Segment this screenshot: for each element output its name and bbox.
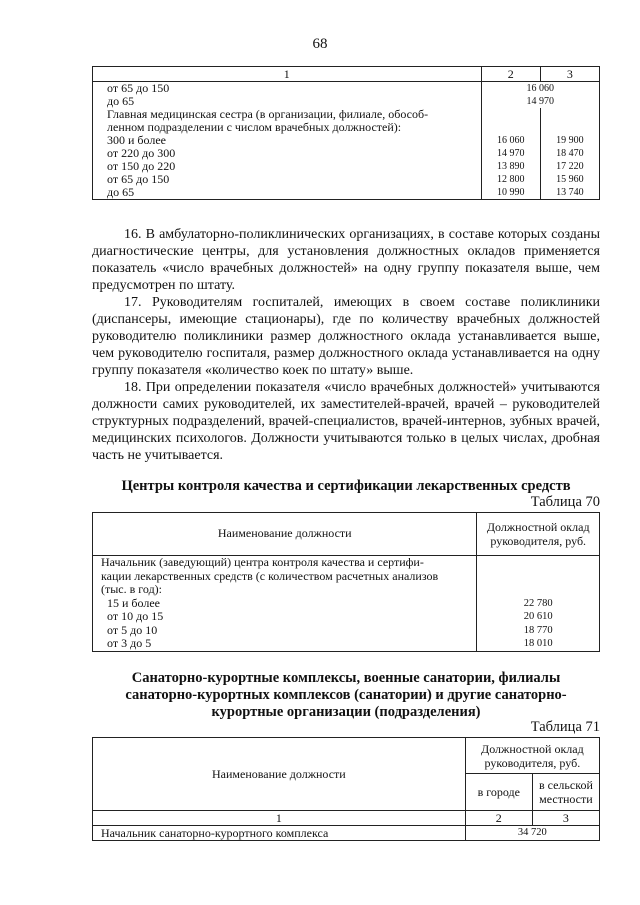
table-row bbox=[93, 82, 600, 96]
row-value-merged: 16 060 bbox=[481, 82, 599, 96]
section-title-line: курортные организации (подразделения) bbox=[211, 704, 481, 720]
row-label: до 65 bbox=[93, 95, 482, 108]
row-value: 18 770 bbox=[477, 624, 600, 638]
row-value-2: 14 970 bbox=[481, 147, 540, 160]
table-row bbox=[93, 186, 600, 200]
table-row bbox=[93, 637, 600, 651]
row-label: от 65 до 150 bbox=[93, 173, 482, 186]
row-value-empty bbox=[481, 108, 540, 121]
paragraph-text: 17. Руководителям госпиталей, имеющих в своем составе поликлиники (диспансеры, имеющие стационары), где по количеству врачебных должностей руководителю поликлиники размер должностного оклада устанавливается выше, чем руководителю госпиталя, размер должностного оклада устанавливается на одну группу показателя «количество коек по штату» выше. bbox=[92, 295, 600, 378]
table-row bbox=[93, 826, 600, 841]
row-label: Начальник санаторно-курортного комплекса bbox=[93, 826, 466, 841]
section-title-70: Центры контроля качества и сертификации лекарственных средств bbox=[121, 478, 571, 494]
table-row bbox=[93, 624, 600, 638]
row-value-empty bbox=[540, 121, 599, 134]
intro-line: Начальник (заведующий) центра контроля качества и сертифи- bbox=[101, 555, 424, 569]
table-number-row bbox=[93, 811, 600, 826]
row-value: 18 010 bbox=[477, 637, 600, 651]
row-label: до 65 bbox=[93, 186, 482, 200]
col-header-3: 3 bbox=[540, 67, 599, 82]
intro-line: кации лекарственных средств (с количеством расчетных анализов bbox=[101, 568, 439, 583]
row-value-merged: 34 720 bbox=[465, 826, 599, 841]
row-label: от 10 до 15 bbox=[93, 610, 477, 624]
table-71 bbox=[92, 737, 600, 841]
table-row bbox=[93, 556, 600, 597]
col-header-salary-group: Должностной оклад руководителя, руб. bbox=[465, 738, 599, 774]
salary-table-continuation bbox=[92, 66, 600, 200]
col-number-1: 1 bbox=[93, 811, 466, 826]
table-caption-70: Таблица 70 bbox=[530, 494, 600, 510]
col-header-position: Наименование должности bbox=[93, 738, 466, 811]
row-value-2: 10 990 bbox=[481, 186, 540, 200]
col-header-rural: в сельской местности bbox=[532, 774, 599, 811]
col-header-position: Наименование должности bbox=[93, 513, 477, 556]
row-value-merged: 14 970 bbox=[481, 95, 599, 108]
intro-line: (тыс. в год): bbox=[101, 582, 163, 596]
row-value-3: 13 740 bbox=[540, 186, 599, 200]
row-value-3: 19 900 bbox=[540, 134, 599, 147]
table-row bbox=[93, 610, 600, 624]
row-value: 22 780 bbox=[477, 597, 600, 611]
section-title-line: санаторно-курортных комплексов (санатории) и другие санаторно- bbox=[125, 687, 567, 703]
row-label: от 65 до 150 bbox=[93, 82, 482, 96]
row-value-2: 13 890 bbox=[481, 160, 540, 173]
col-header-city: в городе bbox=[465, 774, 532, 811]
col-header-1: 1 bbox=[93, 67, 482, 82]
col-number-3: 3 bbox=[532, 811, 599, 826]
section-title-line: Санаторно-курортные комплексы, военные санатории, филиалы bbox=[131, 670, 561, 686]
row-label: от 220 до 300 bbox=[93, 147, 482, 160]
row-label-intro bbox=[93, 556, 477, 597]
table-row bbox=[93, 121, 600, 134]
col-header-salary: Должностной оклад руководителя, руб. bbox=[477, 513, 600, 556]
table-header-row bbox=[93, 738, 600, 774]
col-header-2: 2 bbox=[481, 67, 540, 82]
row-value-3: 15 960 bbox=[540, 173, 599, 186]
row-label: ленном подразделении с числом врачебных должностей): bbox=[93, 121, 482, 134]
row-value-2: 12 800 bbox=[481, 173, 540, 186]
col-number-2: 2 bbox=[465, 811, 532, 826]
row-label: Главная медицинская сестра (в организации, филиале, обособ- bbox=[93, 108, 482, 121]
table-header-row bbox=[93, 513, 600, 556]
page-number: 68 bbox=[312, 36, 328, 52]
section-title-71 bbox=[92, 670, 600, 721]
table-caption-71: Таблица 71 bbox=[530, 719, 600, 735]
row-value-empty bbox=[477, 556, 600, 597]
table-row bbox=[93, 173, 600, 186]
paragraph-18 bbox=[92, 379, 600, 464]
table-header-row bbox=[93, 67, 600, 82]
row-value-2: 16 060 bbox=[481, 134, 540, 147]
paragraph-16 bbox=[92, 226, 600, 294]
row-value: 20 610 bbox=[477, 610, 600, 624]
row-value-empty bbox=[540, 108, 599, 121]
row-label: от 150 до 220 bbox=[93, 160, 482, 173]
table-row bbox=[93, 597, 600, 611]
row-value-3: 18 470 bbox=[540, 147, 599, 160]
row-value-empty bbox=[481, 121, 540, 134]
row-label: 300 и более bbox=[93, 134, 482, 147]
paragraph-text: 18. При определении показателя «число врачебных должностей» учитываются должности самих руководителей, их заместителей-врачей, врачей – руководителей структурных подразделений, врачей-специалистов, врачей-интернов, зубных врачей, медицинских психологов. Должности учитываются только в целых числах, дробная часть не учитывается. bbox=[92, 380, 600, 463]
row-value-3: 17 220 bbox=[540, 160, 599, 173]
row-label: 15 и более bbox=[93, 597, 477, 611]
row-label: от 3 до 5 bbox=[93, 637, 477, 651]
table-70 bbox=[92, 512, 600, 652]
paragraph-text: 16. В амбулаторно-поликлинических организациях, в составе которых созданы диагностические центры, для установления должностных окладов применяется показатель «число врачебных должностей» на одну группу показателя выше, чем предусмотрен по штату. bbox=[92, 227, 600, 293]
row-label: от 5 до 10 bbox=[93, 624, 477, 638]
paragraph-17 bbox=[92, 294, 600, 379]
